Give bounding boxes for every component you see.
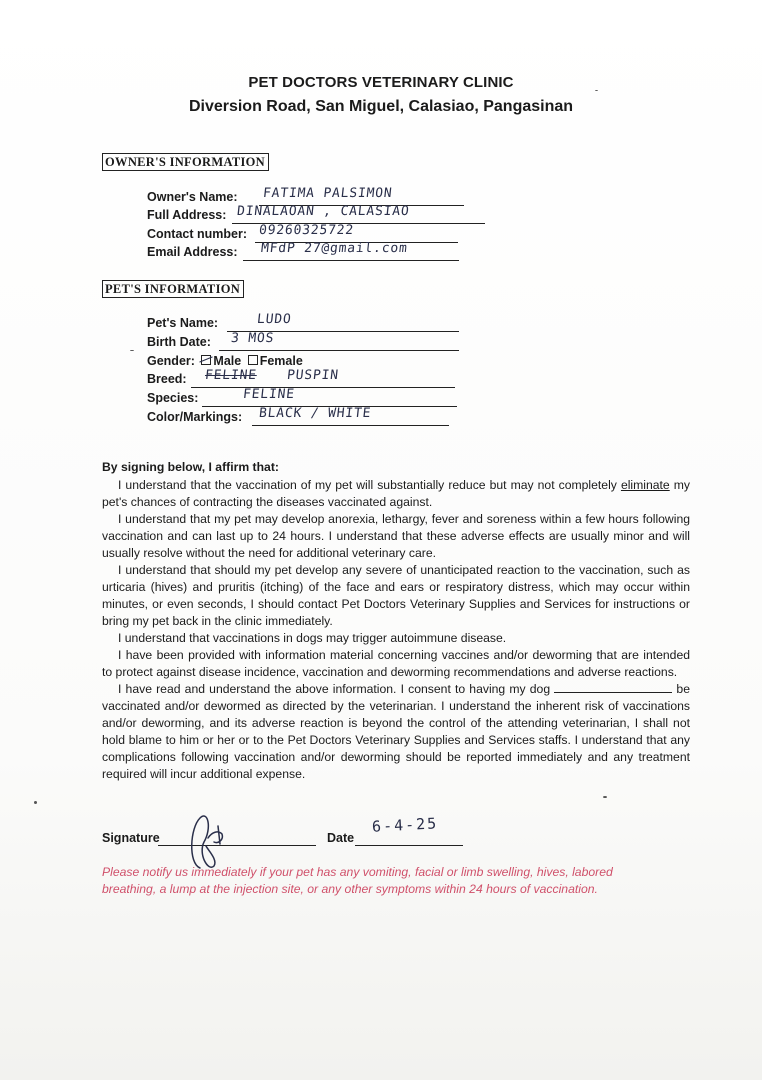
affirmation-paragraph-3: I understand that should my pet develop any severe of unanticipated reaction to the vaccination, such as urticaria (hives) and pruritis (itching) of the face and ears or respiratory distress, which may occur within minutes, or even seconds, I should contact Pet Doctors Veterinary Supplies and Services for instructions or bring my pet back in the clinic immediately. [102, 563, 690, 628]
owner-name-value: FATIMA PALSIMON [262, 186, 394, 201]
female-checkbox[interactable] [248, 355, 258, 365]
breed-value: PUSPIN [286, 368, 340, 383]
breed-label: Breed: [147, 372, 187, 386]
owner-name-label: Owner's Name: [147, 190, 238, 204]
male-option-label: Male [213, 354, 242, 368]
pet-section-title: PET'S INFORMATION [102, 280, 244, 298]
breed-struck-value: FELINE [204, 368, 258, 383]
scan-speck [34, 801, 37, 804]
gender-label: Gender: [147, 354, 195, 368]
signature-label: Signature [102, 831, 160, 845]
affirmation-paragraph-5: I have been provided with information material concerning vaccines and/or deworming that are intended to protect against disease incidence, vaccination and deworming recommendations and adverse reactions. [102, 648, 690, 679]
gender-field [147, 354, 303, 368]
birth-date-label: Birth Date: [147, 335, 211, 349]
color-markings-label: Color/Markings: [147, 410, 243, 424]
full-address-label: Full Address: [147, 208, 227, 222]
dog-name-blank[interactable] [554, 682, 672, 693]
clinic-name: PET DOCTORS VETERINARY CLINIC [248, 74, 514, 91]
pet-name-value: LUDO [256, 312, 293, 327]
birth-date-value: 3 MOS [230, 331, 275, 346]
contact-number-value: 09260325722 [258, 223, 355, 238]
affirmation-paragraph-4: I understand that vaccinations in dogs may trigger autoimmune disease. [118, 631, 507, 645]
form-header [0, 74, 762, 116]
pet-name-label: Pet's Name: [147, 316, 219, 330]
email-address-value: MFdP 27@gmail.com [260, 241, 409, 256]
male-checkbox[interactable] [201, 355, 211, 365]
notice-text: Please notify us immediately if your pet has any vomiting, facial or limb swelling, hives, labored breathing, a lump at the injection site, or any other symptoms within 24 hours of vaccination. [102, 865, 613, 896]
scan-speck [603, 796, 607, 798]
scan-speck [595, 90, 598, 91]
contact-number-label: Contact number: [147, 227, 247, 241]
underlined-word: eliminate [620, 478, 670, 492]
clinic-address: Diversion Road, San Miguel, Calasiao, Pangasinan [188, 98, 574, 115]
affirmation-block [102, 459, 690, 783]
affirmation-paragraph-6: I have read and understand the above information. I consent to having my dog be vaccinated and/or dewormed as directed by the veterinarian. I understand the inherent risk of vaccinations and/or deworming, and its adverse reaction is beyond the control of the attending veterinarian, I shall not hold blame to him or her or to the Pet Doctors Veterinary Supplies and Services staffs. I understand that any complications following vaccination and/or deworming should be reported immediately and any treatment required will incur additional expense. [102, 682, 690, 781]
date-value: 6-4-25 [371, 814, 439, 836]
female-option-label: Female [259, 354, 303, 368]
email-address-label: Email Address: [147, 245, 238, 259]
date-line[interactable] [355, 845, 463, 846]
species-label: Species: [147, 391, 199, 405]
affirmation-paragraph-2: I understand that my pet may develop anorexia, lethargy, fever and soreness within a few hours following vaccination and can last up to 24 hours. I understand that these adverse effects are usually minor and will usually resolve without the need for additional veterinary care. [102, 512, 690, 560]
species-value: FELINE [242, 387, 296, 402]
color-markings-value: BLACK / WHITE [258, 406, 372, 421]
scan-speck [130, 350, 134, 351]
date-label: Date [327, 831, 355, 845]
owner-section-title: OWNER'S INFORMATION [102, 153, 269, 171]
affirmation-paragraph-1: I understand that the vaccination of my pet will substantially reduce but may not completely eliminate my pet's chances of contracting the diseases vaccinated against. [102, 478, 691, 509]
affirmation-heading: By signing below, I affirm that: [102, 460, 279, 474]
full-address-value: DINALAOAN , CALASIAO [236, 204, 411, 219]
